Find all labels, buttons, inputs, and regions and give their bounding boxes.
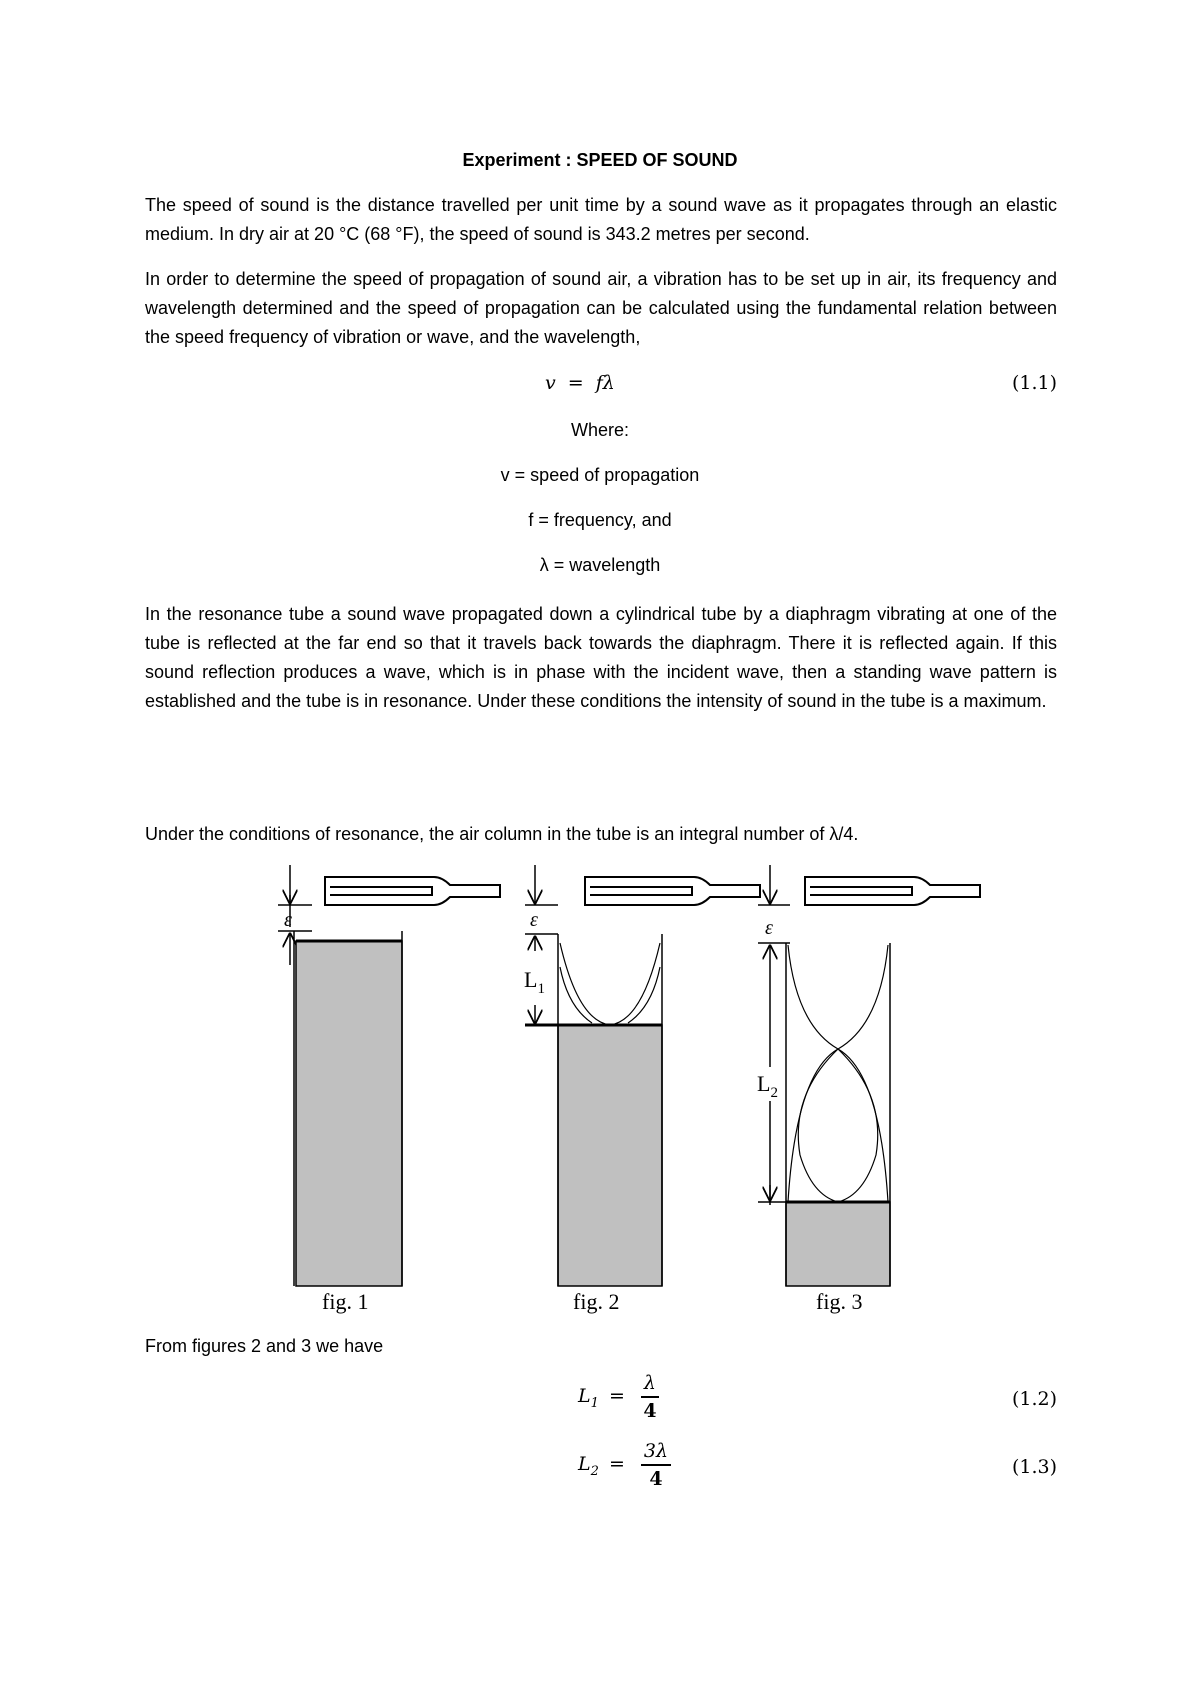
- paragraph-from-figures: From figures 2 and 3 we have: [145, 1336, 384, 1356]
- figure-2: [524, 865, 760, 1314]
- eq2-equals: =: [608, 1385, 625, 1407]
- tuning-fork-1: [325, 877, 500, 905]
- fig3-water-column: [786, 1202, 890, 1286]
- paragraph-resonance: In the resonance tube a sound wave propagated down a cylindrical tube by a diaphragm vibrating at one of the tube is reflected at the far end so that it travels back towards the diaphragm. There it is reflected again. If this sound reflection produces a wave, which is in phase with the incident wave, then a standing wave pattern is established and the tube is in resonance. Under these conditions the intensity of sound in the tube is a maximum.: [145, 604, 1057, 711]
- fig2-epsilon-label: ε: [530, 909, 538, 931]
- tuning-fork-2: [585, 877, 760, 905]
- fig2-wave-envelope-a: [560, 943, 660, 1025]
- eq3-equals: =: [608, 1453, 625, 1475]
- eq2-denominator: 4: [643, 1400, 657, 1422]
- equation-1-3-number: (1.3): [1011, 1456, 1057, 1478]
- eq1-equals: =: [567, 372, 584, 394]
- paragraph-intro: The speed of sound is the distance travelled per unit time by a sound wave as it propagates through an elastic medium. In dry air at 20 °C (68 °F), the speed of sound is 343.2 metres per second.: [145, 195, 1057, 244]
- tuning-fork-3: [805, 877, 980, 905]
- fig3-epsilon-label: ε: [765, 917, 773, 939]
- figure-1: [278, 865, 500, 1314]
- fig2-water-column: [558, 1025, 662, 1286]
- fig2-wave-envelope-c: [628, 967, 660, 1023]
- eq3-fraction: [641, 1440, 671, 1490]
- definitions-where: Where:: [570, 420, 630, 440]
- fig3-caption: fig. 3: [816, 1289, 863, 1314]
- definition-lambda: λ = wavelength: [539, 555, 661, 575]
- equation-1-1-number: (1.1): [1011, 372, 1057, 394]
- fig2-length-label: $L_1$: [524, 967, 545, 997]
- fig1-water-column: [296, 941, 402, 1286]
- paragraph-method: In order to determine the speed of propagation of sound air, a vibration has to be set up in air, its frequency and wavelength determined and the speed of propagation can be calculated using the fundamental relation between the speed frequency of vibration or wave, and the wavelength,: [145, 269, 1057, 347]
- eq2-lhs: $L_1$: [578, 1385, 599, 1411]
- eq1-lhs: v: [545, 372, 556, 394]
- equation-1-3: [578, 1440, 671, 1490]
- paragraph-condition: Under the conditions of resonance, the air column in the tube is an integral number of λ/4.: [145, 824, 859, 844]
- equation-1-2-number: (1.2): [1011, 1388, 1057, 1410]
- page-title: Experiment : SPEED OF SOUND: [462, 150, 738, 170]
- definition-f: f = frequency, and: [528, 510, 672, 530]
- resonance-tube-figures: [0, 855, 1200, 1315]
- fig2-caption: fig. 2: [573, 1289, 620, 1314]
- eq1-rhs: fλ: [595, 372, 615, 394]
- fig3-length-label: $L_2$: [757, 1071, 778, 1101]
- fig3-wave-loop: [798, 1049, 877, 1202]
- fig1-epsilon-label: ε: [284, 909, 292, 931]
- eq2-fraction: [641, 1372, 659, 1422]
- fig1-caption: fig. 1: [322, 1289, 369, 1314]
- equation-1-1: [545, 372, 615, 394]
- eq3-numerator: 3λ: [641, 1440, 671, 1466]
- equation-1-2: [578, 1372, 659, 1422]
- eq3-lhs: $L_2$: [578, 1453, 599, 1479]
- fig2-wave-envelope-b: [560, 967, 592, 1023]
- eq3-denominator: 4: [649, 1468, 663, 1490]
- definition-v: v = speed of propagation: [500, 465, 700, 485]
- eq2-numerator: λ: [641, 1372, 659, 1398]
- figure-3: [757, 865, 980, 1314]
